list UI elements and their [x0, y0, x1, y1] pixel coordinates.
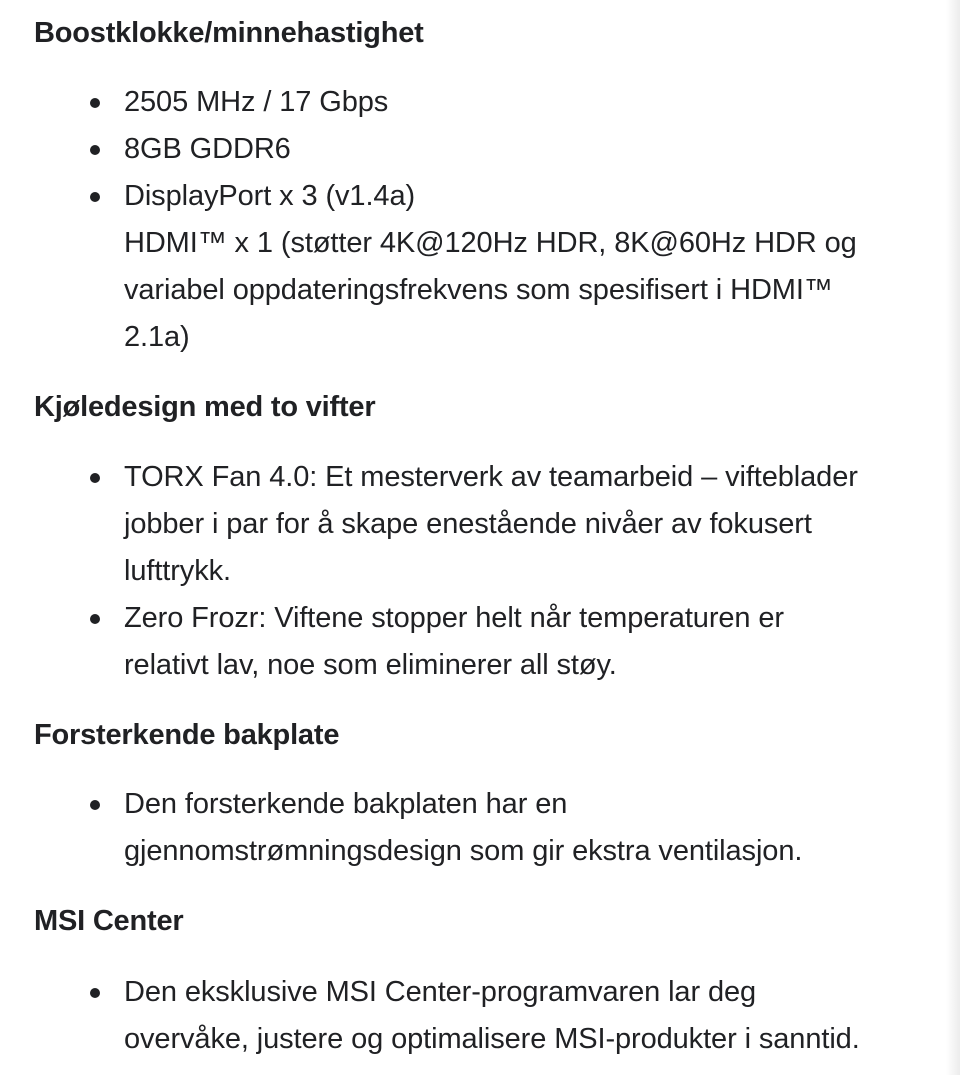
list-item-line: jobber i par for å skape enestående nivåer av fokusert [124, 508, 812, 540]
list-item-line: Zero Frozr: Viftene stopper helt når temperaturen er [124, 602, 784, 634]
list-item-line: 2.1a) [124, 321, 190, 353]
list-item-line: overvåke, justere og optimalisere MSI-produkter i sanntid. [124, 1023, 860, 1055]
list-item-line: 2505 MHz / 17 Gbps [124, 86, 389, 118]
list-item [34, 969, 860, 1063]
list-item-line: relativt lav, noe som eliminerer all støy. [124, 649, 617, 681]
list-item-line: DisplayPort x 3 (v1.4a) [124, 180, 416, 212]
list-item-line: lufttrykk. [124, 555, 231, 587]
section-title-msi-center: MSI Center [34, 905, 184, 937]
bullet-list-msi-center [34, 969, 860, 1063]
list-item [34, 173, 857, 361]
list-item [34, 781, 802, 875]
list-item [34, 454, 858, 595]
section-title-boost-clock: Boostklokke/minnehastighet [34, 17, 424, 49]
list-item-line: gjennomstrømningsdesign som gir ekstra ventilasjon. [124, 835, 803, 867]
list-item-line: Den eksklusive MSI Center-programvaren lar deg [124, 976, 757, 1008]
bullet-list-backplate [34, 781, 802, 875]
section-title-backplate: Forsterkende bakplate [34, 719, 340, 751]
list-item [34, 79, 857, 126]
list-item [34, 126, 857, 173]
bullet-list-cooling-design [34, 454, 858, 689]
section-title-cooling-design: Kjøledesign med to vifter [34, 391, 376, 423]
list-item-line: variabel oppdateringsfrekvens som spesifisert i HDMI™ [124, 274, 833, 306]
scrollbar-track[interactable] [946, 0, 960, 1075]
list-item-line: Den forsterkende bakplaten har en [124, 788, 568, 820]
bullet-list-boost-clock [34, 79, 857, 361]
list-item [34, 595, 858, 689]
list-item-line: TORX Fan 4.0: Et mesterverk av teamarbeid – vifteblader [124, 461, 858, 493]
list-item-line: HDMI™ x 1 (støtter 4K@120Hz HDR, 8K@60Hz HDR og [124, 227, 857, 259]
list-item-line: 8GB GDDR6 [124, 133, 291, 165]
